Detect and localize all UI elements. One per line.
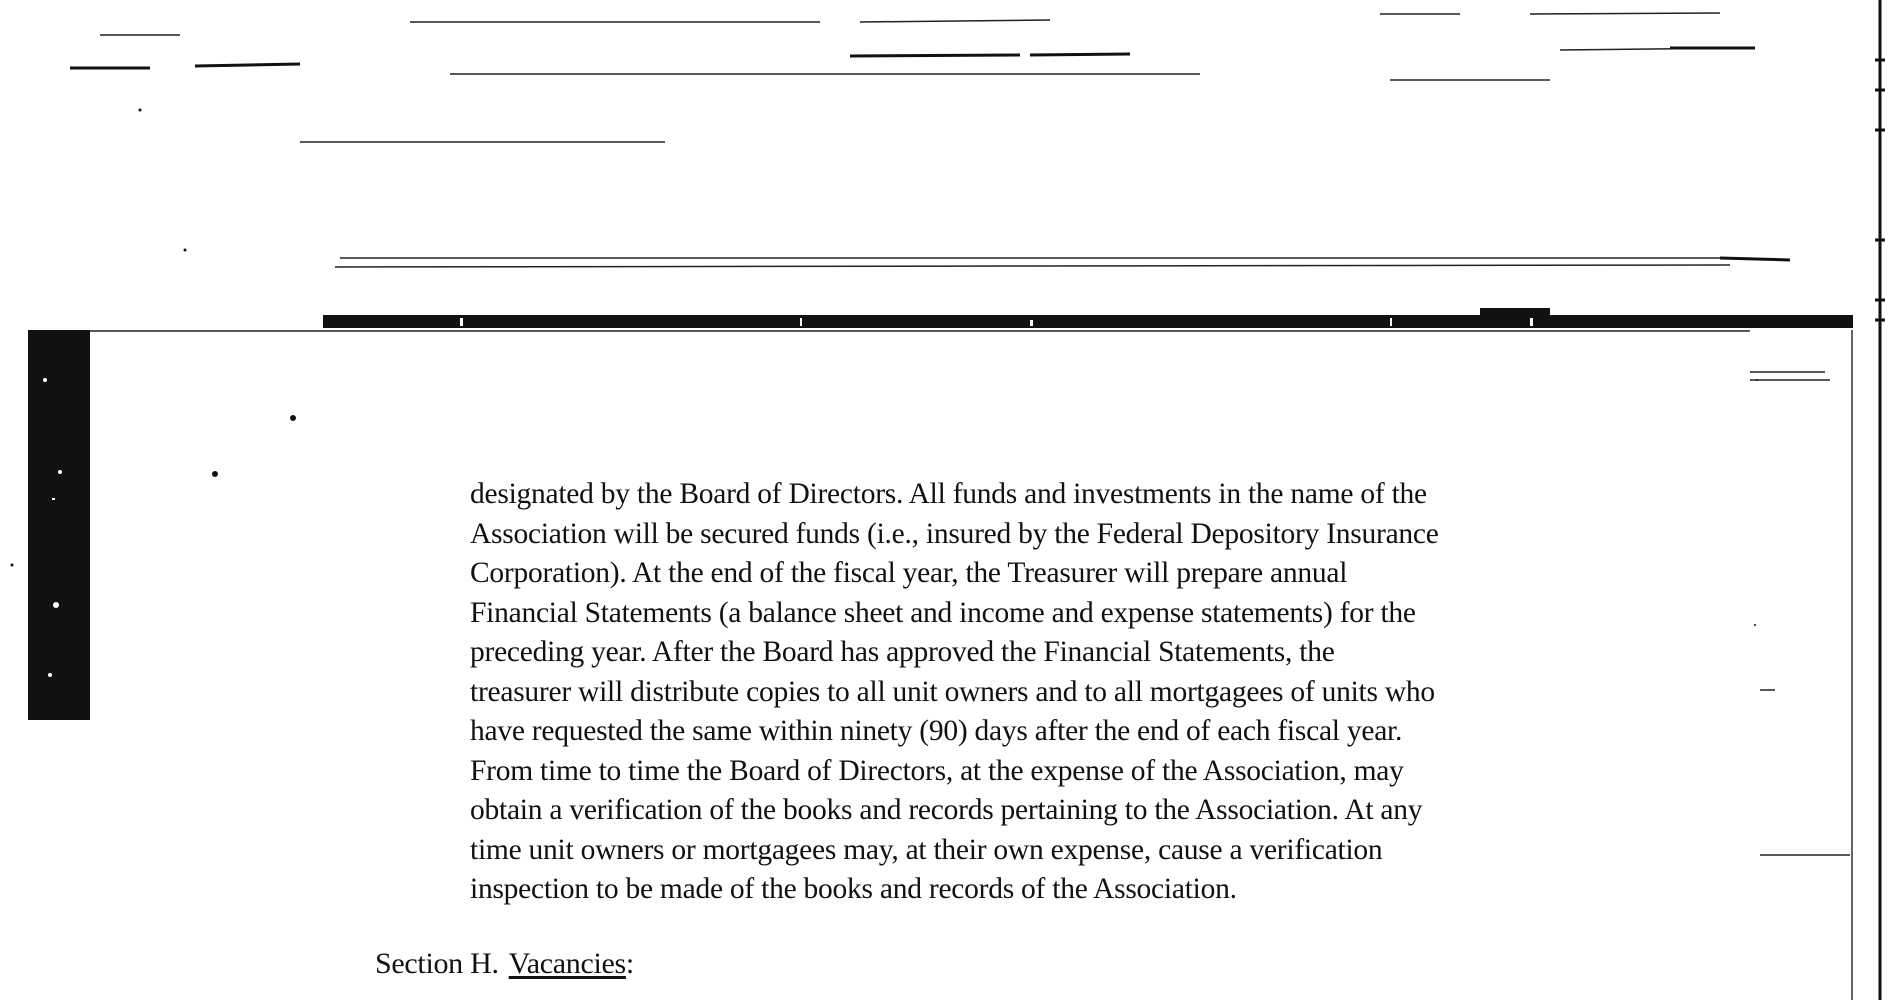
body-line: time unit owners or mortgagees may, at their own expense, cause a verification	[470, 833, 1383, 866]
body-line: designated by the Board of Directors. All funds and investments in the name of the	[470, 478, 1427, 510]
top-dark-bar	[323, 315, 1853, 328]
section-label: Section H.	[375, 947, 499, 980]
body-line: treasurer will distribute copies to all unit owners and to all mortgagees of units who	[470, 675, 1435, 708]
body-line: From time to time the Board of Directors, at the expense of the Association, may	[470, 754, 1404, 787]
body-line: Association will be secured funds (i.e., insured by the Federal Depository Insurance	[470, 517, 1439, 550]
body-line: obtain a verification of the books and records pertaining to the Association. At any	[470, 794, 1423, 826]
section-suffix: :	[625, 947, 634, 980]
right-edge-marks	[1875, 0, 1885, 1000]
body-line: preceding year. After the Board has approved the Financial Statements, the	[470, 636, 1335, 668]
section-title: Vacancies	[508, 947, 626, 980]
body-line: Financial Statements (a balance sheet and income and expense statements) for the	[470, 596, 1416, 629]
body-line: inspection to be made of the books and records of the Association.	[470, 873, 1237, 905]
body-line: Corporation). At the end of the fiscal year, the Treasurer will prepare annual	[470, 557, 1348, 589]
top-broken-rule	[70, 48, 1790, 260]
left-black-block	[28, 330, 90, 720]
body-line: have requested the same within ninety (90) days after the end of each fiscal year.	[470, 715, 1403, 747]
document-body	[470, 475, 1560, 910]
section-heading	[375, 944, 634, 984]
